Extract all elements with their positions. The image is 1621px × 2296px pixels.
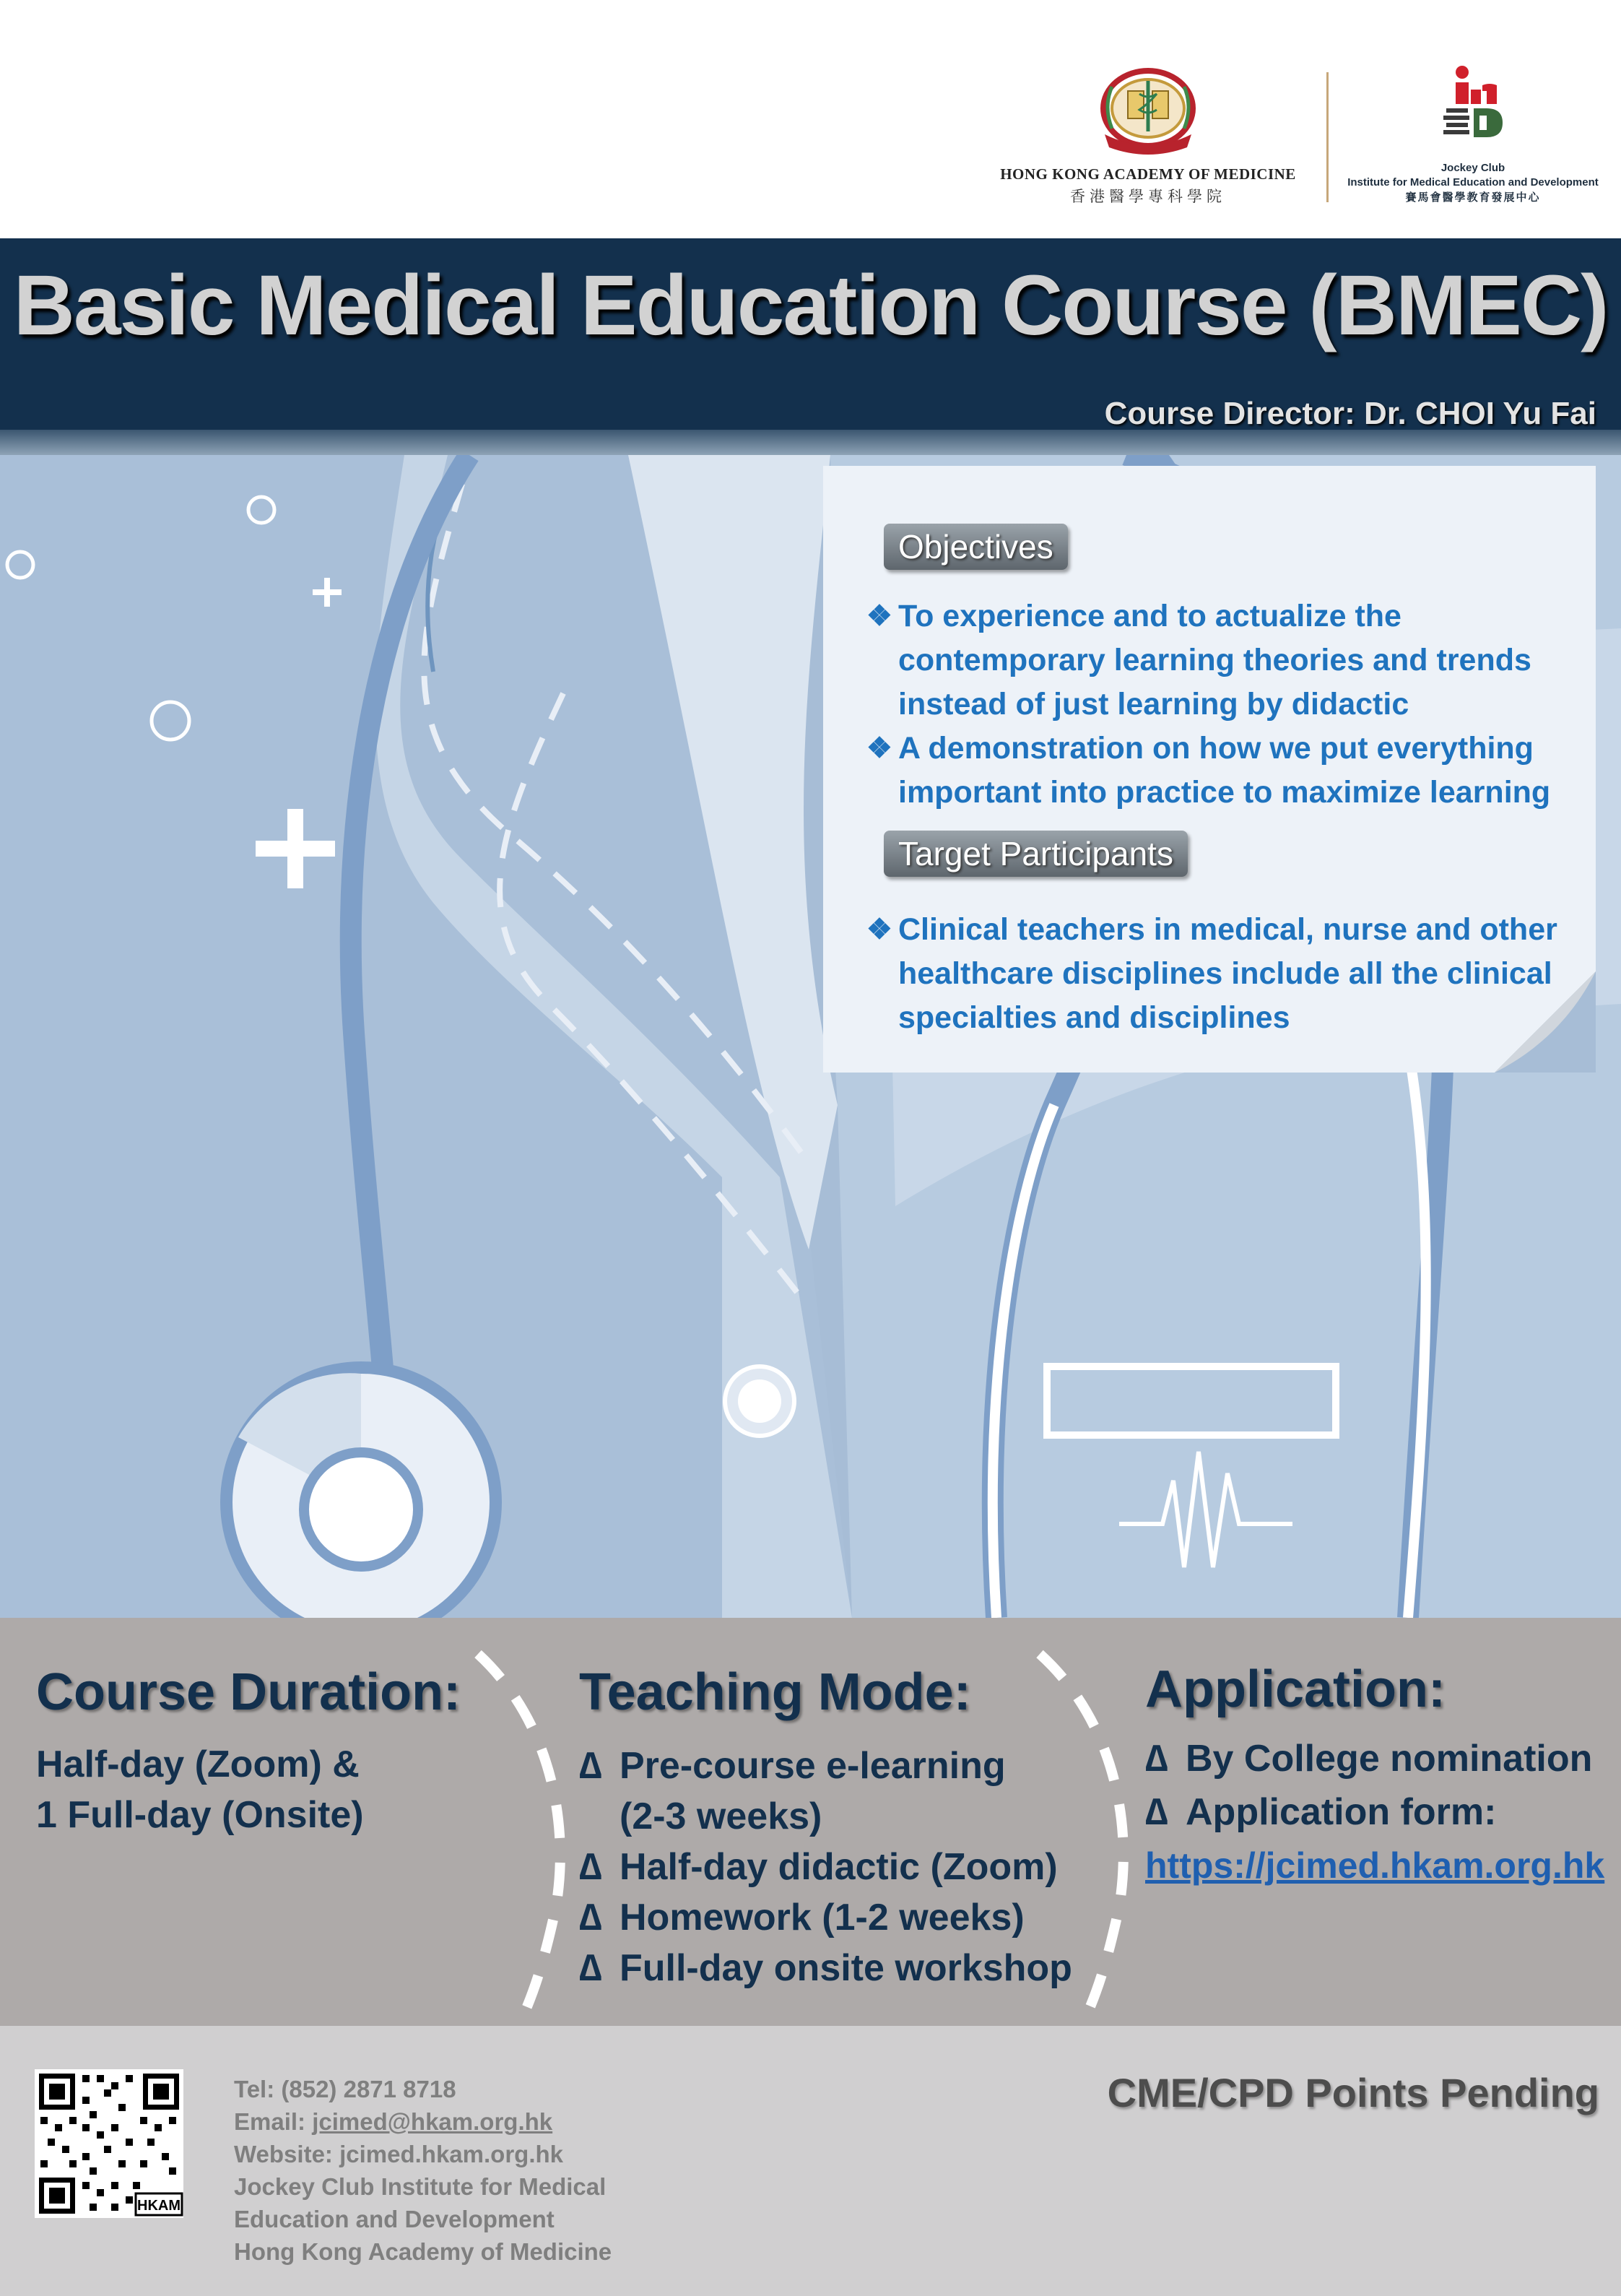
application-form-link[interactable]: https://jcimed.hkam.org.hk bbox=[1145, 1845, 1605, 1886]
diamond-bullet-icon: ❖ bbox=[866, 732, 892, 764]
objective-item: ❖ To experience and to actualize the contemporary learning theories and trends instead of just learning by didactic bbox=[866, 594, 1574, 727]
contact-tel: Tel: (852) 2871 8718 bbox=[234, 2076, 456, 2102]
objectives-card bbox=[823, 466, 1596, 1073]
delta-bullet-icon: ∆ bbox=[579, 1897, 602, 1938]
hkam-name-zh: 香港醫學專科學院 bbox=[1070, 188, 1226, 205]
application-heading: Application: bbox=[1145, 1660, 1446, 1718]
teaching-mode-item: (2-3 weeks) bbox=[620, 1795, 822, 1837]
hkam-name-en: HONG KONG ACADEMY OF MEDICINE bbox=[1000, 165, 1296, 183]
delta-bullet-icon: ∆ bbox=[579, 1846, 602, 1888]
jcimed-logo bbox=[1343, 64, 1603, 208]
course-info-bar bbox=[0, 1618, 1621, 2026]
teaching-mode-item: ∆ Half-day didactic (Zoom) bbox=[579, 1842, 1072, 1892]
contact-org-line-3: Hong Kong Academy of Medicine bbox=[234, 2238, 612, 2265]
objectives-heading: Objectives bbox=[884, 524, 1068, 570]
email-link[interactable]: jcimed@hkam.org.hk bbox=[312, 2108, 553, 2135]
cme-cpd-note: CME/CPD Points Pending bbox=[1107, 2070, 1599, 2115]
page-curl-icon bbox=[1495, 971, 1596, 1073]
objective-item: ❖ A demonstration on how we put everything important into practice to maximize learning bbox=[866, 727, 1574, 815]
hkam-logo bbox=[996, 65, 1300, 209]
qr-label: HKAM bbox=[137, 2198, 181, 2214]
contact-website: Website: jcimed.hkam.org.hk bbox=[234, 2141, 564, 2167]
contact-org-line-1: Jockey Club Institute for Medical bbox=[234, 2173, 607, 2200]
contact-email: Email: jcimed@hkam.org.hk bbox=[234, 2108, 553, 2135]
teaching-mode-item: ∆ Full-day onsite workshop bbox=[579, 1943, 1072, 1993]
contact-org-line-2: Education and Development bbox=[234, 2206, 555, 2232]
delta-bullet-icon: ∆ bbox=[1145, 1738, 1168, 1780]
teaching-mode-item: ∆ Homework (1-2 weeks) bbox=[579, 1892, 1072, 1943]
course-director: Course Director: Dr. CHOI Yu Fai bbox=[1104, 396, 1596, 431]
diamond-bullet-icon: ❖ bbox=[866, 600, 892, 632]
delta-bullet-icon: ∆ bbox=[1145, 1791, 1168, 1833]
jcimed-name-line-1: Jockey Club bbox=[1440, 162, 1505, 174]
delta-bullet-icon: ∆ bbox=[579, 1947, 602, 1989]
jcimed-mark-icon bbox=[1433, 64, 1513, 157]
logo-divider bbox=[1326, 72, 1329, 202]
application-list bbox=[1145, 1732, 1604, 1892]
teaching-mode-list bbox=[579, 1741, 1072, 1993]
diamond-bullet-icon: ❖ bbox=[866, 914, 892, 945]
application-item: ∆ Application form: bbox=[1145, 1785, 1604, 1839]
application-item: ∆ By College nomination bbox=[1145, 1732, 1604, 1785]
objectives-list bbox=[866, 594, 1574, 815]
contact-block bbox=[234, 2073, 612, 2268]
qr-code[interactable] bbox=[35, 2069, 183, 2218]
banner-shadow bbox=[0, 430, 1621, 455]
course-duration-text: Half-day (Zoom) & 1 Full-day (Onsite) bbox=[36, 1743, 364, 1836]
course-duration-heading: Course Duration: bbox=[36, 1663, 461, 1721]
page-title: Basic Medical Education Course (BMEC) bbox=[13, 258, 1608, 353]
jcimed-name-line-3: 賽馬會醫學教育發展中心 bbox=[1405, 191, 1541, 204]
footer bbox=[0, 2026, 1621, 2296]
jcimed-name-line-2: Institute for Medical Education and Development bbox=[1347, 176, 1599, 189]
teaching-mode-heading: Teaching Mode: bbox=[579, 1663, 971, 1721]
hkam-emblem-icon bbox=[1083, 65, 1213, 159]
teaching-mode-item: ∆ Pre-course e-learning bbox=[579, 1741, 1072, 1791]
participants-list bbox=[866, 908, 1574, 1040]
target-participants-heading: Target Participants bbox=[884, 831, 1188, 877]
participant-item: ❖ Clinical teachers in medical, nurse and other healthcare disciplines include all the clinical specialties and disciplines bbox=[866, 908, 1574, 1040]
delta-bullet-icon: ∆ bbox=[579, 1745, 602, 1787]
